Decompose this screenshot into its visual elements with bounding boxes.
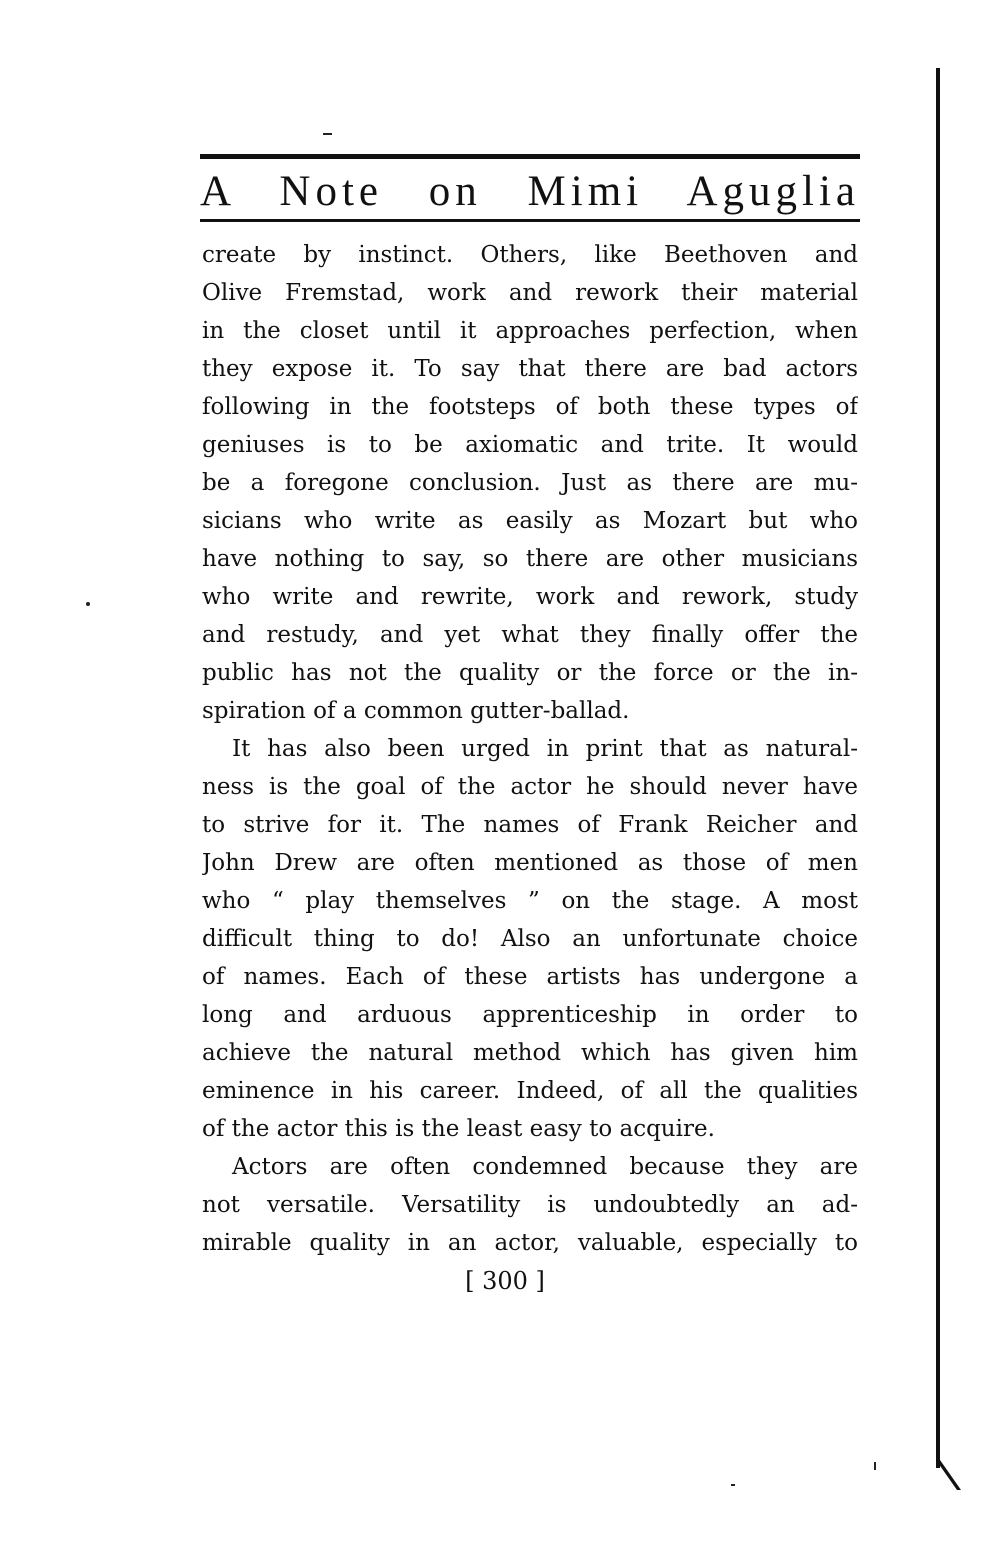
print-speck [86, 602, 90, 606]
header-rule-top [200, 154, 860, 159]
body-text [202, 236, 858, 1262]
text-line: create by instinct. Others, like Beethoven and [202, 242, 858, 268]
print-speck [731, 1484, 735, 1486]
text-line: they expose it. To say that there are bad actors [202, 356, 858, 382]
print-speck [323, 133, 332, 135]
text-line: following in the footsteps of both these types of [202, 394, 858, 420]
text-line: of the actor this is the least easy to acquire. [202, 1116, 715, 1142]
text-line: not versatile. Versatility is undoubtedly an ad- [202, 1192, 858, 1218]
text-line: Olive Fremstad, work and rework their material [202, 280, 858, 306]
text-line: eminence in his career. Indeed, of all the qualities [202, 1078, 858, 1104]
text-line: in the closet until it approaches perfection, when [202, 318, 858, 344]
text-line: It has also been urged in print that as natural- [232, 736, 858, 762]
print-speck [874, 1462, 876, 1470]
paragraph [202, 730, 858, 1148]
page-number: [ 300 ] [465, 1267, 545, 1295]
text-line: achieve the natural method which has given him [202, 1040, 858, 1066]
paragraph [202, 236, 858, 730]
text-line: geniuses is to be axiomatic and trite. It would [202, 432, 858, 458]
text-line: long and arduous apprenticeship in order to [202, 1002, 858, 1028]
header-rule-bottom [200, 219, 860, 222]
text-line: John Drew are often mentioned as those of men [202, 850, 858, 876]
text-line: who “ play themselves ” on the stage. A most [202, 888, 858, 914]
text-line: Actors are often condemned because they are [232, 1154, 858, 1180]
text-line: sicians who write as easily as Mozart but who [202, 508, 858, 534]
text-line: ness is the goal of the actor he should never have [202, 774, 858, 800]
text-line: spiration of a common gutter-ballad. [202, 698, 630, 724]
page-edge-line [936, 68, 940, 1468]
running-head: A Note on Mimi Aguglia [200, 168, 860, 215]
text-line: and restudy, and yet what they finally offer the [202, 622, 858, 648]
text-line: of names. Each of these artists has undergone a [202, 964, 858, 990]
text-line: public has not the quality or the force or the in- [202, 660, 858, 686]
text-line: who write and rewrite, work and rework, study [202, 584, 858, 610]
text-line: to strive for it. The names of Frank Reicher and [202, 812, 858, 838]
text-line: be a foregone conclusion. Just as there are mu- [202, 470, 858, 496]
page-edge-curl [936, 1460, 983, 1490]
text-line: have nothing to say, so there are other musicians [202, 546, 858, 572]
paragraph [202, 1148, 858, 1262]
text-line: mirable quality in an actor, valuable, especially to [202, 1230, 858, 1256]
text-line: difficult thing to do! Also an unfortunate choice [202, 926, 858, 952]
